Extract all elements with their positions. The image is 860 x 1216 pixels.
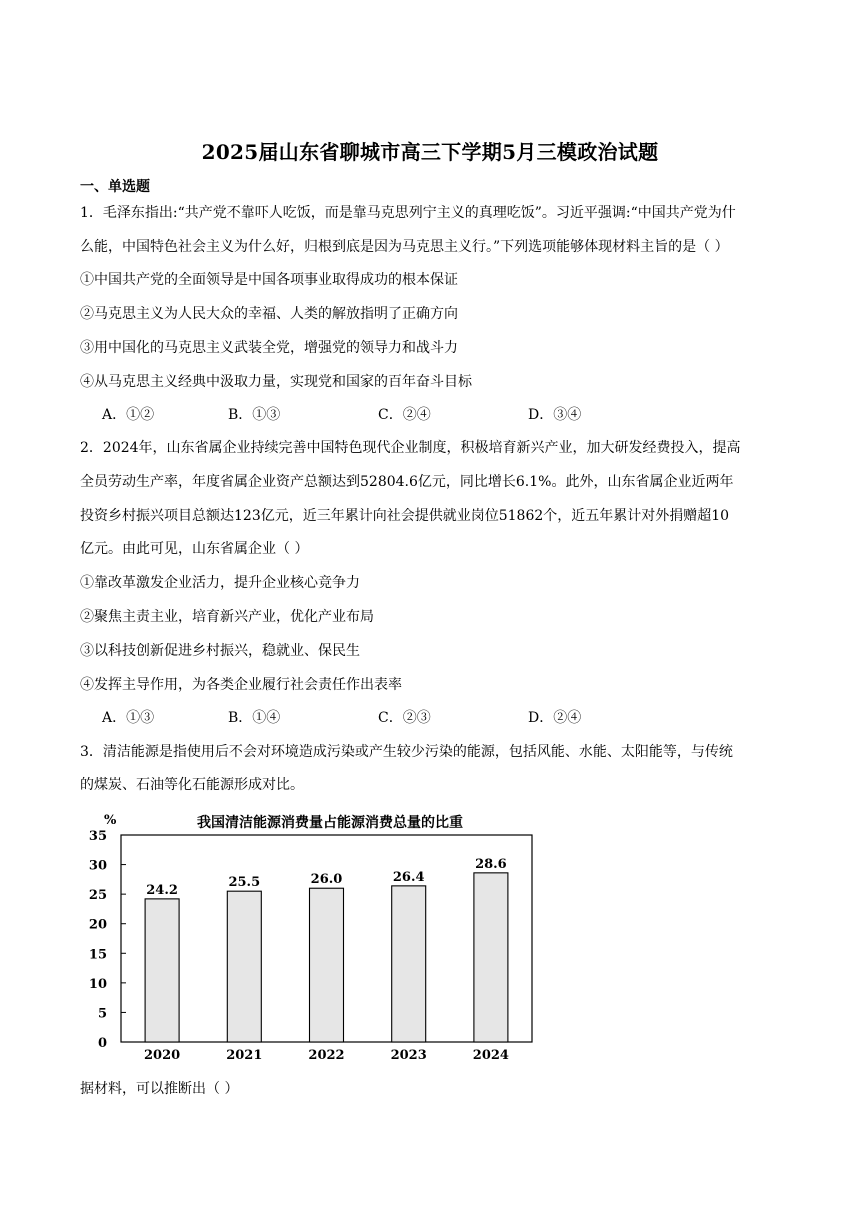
q1-line: ④从马克思主义经典中汲取力量，实现党和国家的百年奋斗目标 [80,374,472,390]
chart-ylabel: % [104,813,117,828]
x-tick-label: 2024 [472,1048,509,1060]
q1-option-d[interactable]: D．③④ [528,407,582,423]
q2-line: 投资乡村振兴项目总额达123亿元，近三年累计向社会提供就业岗位51862个，近五年累计对外捐赠超10 [80,508,730,524]
bar-value-label: 26.4 [392,869,425,885]
x-tick-label: 2021 [226,1048,263,1060]
chart-x-labels [144,1048,509,1060]
bar-2021 [227,891,261,1042]
y-tick-label: 15 [88,947,107,963]
q2-option-d[interactable]: D．②④ [528,710,582,726]
q2-line: 全员劳动生产率，年度省属企业资产总额达到52804.6亿元，同比增长6.1%。此外，山东省属企业近两年 [80,474,734,490]
y-tick-label: 10 [88,976,107,992]
bar-value-label: 25.5 [228,875,261,891]
q1-line: 么能，中国特色社会主义为什么好，归根到底是因为马克思主义行。”下列选项能够体现材料主旨的是（ ） [80,239,729,255]
q3-line: 3．清洁能源是指使用后不会对环境造成污染或产生较少污染的能源，包括风能、水能、太阳能等，与传统 [80,744,733,760]
x-tick-label: 2023 [390,1048,427,1060]
y-tick-label: 35 [88,829,107,844]
q1-line: ②马克思主义为人民大众的幸福、人类的解放指明了正确方向 [80,306,458,322]
bar-2023 [392,886,426,1042]
y-tick-label: 0 [97,1036,107,1051]
section-heading: 一、单选题 [80,179,150,195]
q1-option-a[interactable]: A．①② [102,407,155,423]
bar-value-label: 28.6 [475,856,507,872]
y-tick-label: 30 [88,858,107,874]
doc-title: 2025届山东省聊城市高三下学期5月三模政治试题 [201,140,659,164]
q2-option-b[interactable]: B．①④ [228,710,281,726]
bar-2024 [474,873,508,1042]
bar-2022 [310,888,344,1042]
chart-title: 我国清洁能源消费量占能源消费总量的比重 [197,815,463,831]
q1-option-c[interactable]: C．②④ [378,407,431,423]
bar-value-label: 24.2 [146,882,178,898]
chart-bars [145,857,508,1042]
x-tick-label: 2022 [308,1048,345,1060]
q2-line: ①靠改革激发企业活力，提升企业核心竞争力 [80,575,360,591]
q1-line: ①中国共产党的全面领导是中国各项事业取得成功的根本保证 [80,272,458,288]
q1-option-b[interactable]: B．①③ [228,407,281,423]
bar-value-label: 26.0 [310,872,343,888]
q2-line: 2．2024年，山东省属企业持续完善中国特色现代企业制度，积极培育新兴产业，加大研发经费投入，提高 [80,440,741,456]
q2-option-a[interactable]: A．①③ [102,710,155,726]
q1-line: 1．毛泽东指出:“共产党不靠吓人吃饭，而是靠马克思列宁主义的真理吃饭”。习近平强调:“中国共产党为什 [80,205,736,221]
x-tick-label: 2020 [144,1048,181,1060]
q3-after-chart: 据材料，可以推断出（ ） [80,1081,239,1097]
q2-line: ③以科技创新促进乡村振兴，稳就业、保民生 [80,643,360,659]
q2-line: ④发挥主导作用，为各类企业履行社会责任作出表率 [80,677,402,693]
clean-energy-bar-chart [80,808,540,1060]
q3-line: 的煤炭、石油等化石能源形成对比。 [80,777,304,793]
q2-line: 亿元。由此可见，山东省属企业（ ） [80,541,309,557]
q1-line: ③用中国化的马克思主义武装全党，增强党的领导力和战斗力 [80,340,458,356]
y-tick-label: 5 [97,1006,107,1022]
y-tick-label: 25 [88,888,107,904]
q2-line: ②聚焦主责主业，培育新兴产业，优化产业布局 [80,609,374,625]
y-tick-label: 20 [88,917,107,933]
bar-2020 [145,899,179,1042]
q2-option-c[interactable]: C．②③ [378,710,431,726]
